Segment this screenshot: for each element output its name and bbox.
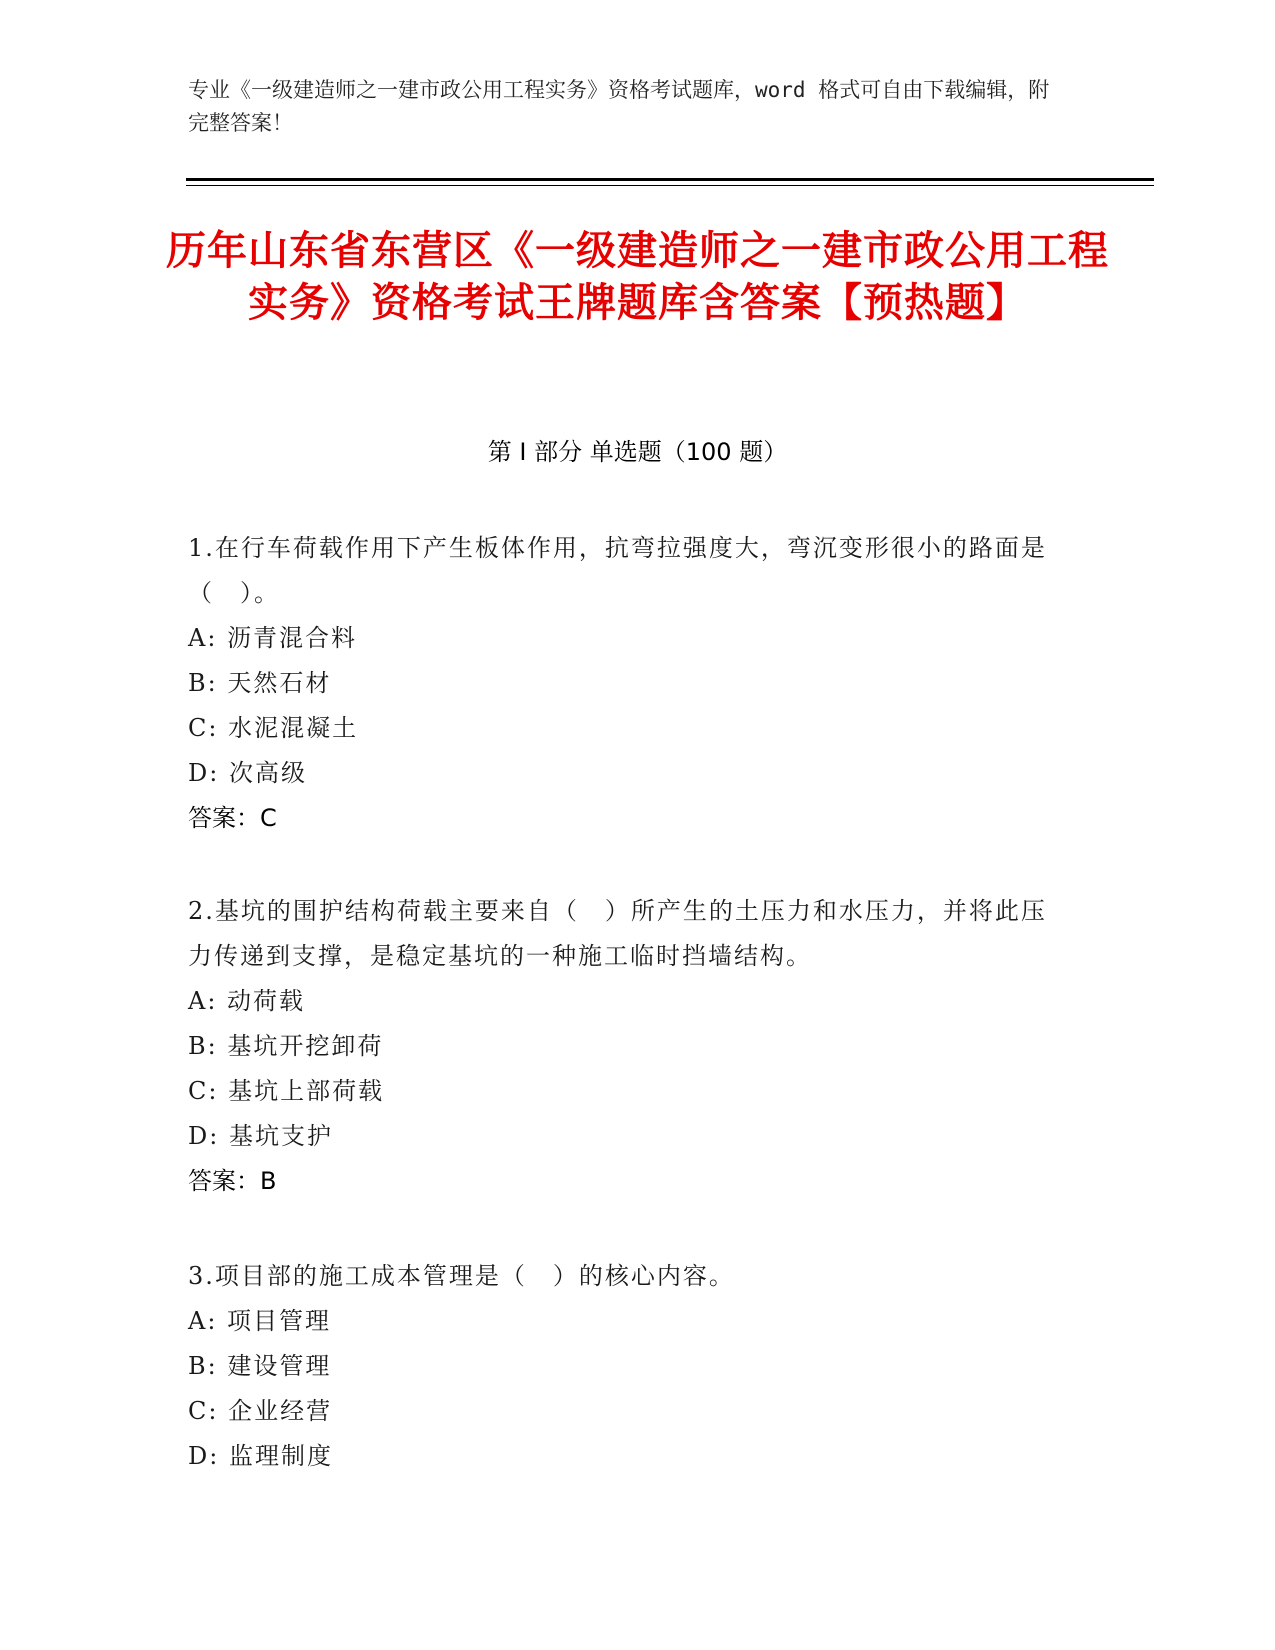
option-a: A: 项目管理 (188, 1307, 332, 1335)
question-2 (188, 889, 1068, 1204)
section-heading: 第 I 部分 单选题（100 题） (487, 438, 788, 466)
option-d: D: 基坑支护 (188, 1122, 333, 1150)
option-a: A: 沥青混合料 (188, 624, 358, 652)
option-d: D: 次高级 (188, 759, 307, 787)
option-b: B: 建设管理 (188, 1352, 332, 1380)
question-1 (188, 526, 1068, 841)
answer: 答案：B (188, 1167, 277, 1195)
document-title: 历年山东省东营区《一级建造师之一建市政公用工程实务》资格考试王牌题库含答案【预热题】 (166, 228, 1109, 326)
option-c: C: 水泥混凝土 (188, 714, 359, 742)
option-c: C: 企业经营 (188, 1397, 333, 1425)
option-b: B: 基坑开挖卸荷 (188, 1032, 384, 1060)
question-stem: 1.在行车荷载作用下产生板体作用，抗弯拉强度大，弯沉变形很小的路面是（ ）。 (188, 534, 1047, 607)
option-a: A: 动荷载 (188, 987, 306, 1015)
question-stem: 3.项目部的施工成本管理是（ ）的核心内容。 (188, 1262, 735, 1290)
answer: 答案：C (188, 804, 277, 832)
header-rule-thin (186, 185, 1154, 186)
question-stem: 2.基坑的围护结构荷载主要来自（ ）所产生的土压力和水压力，并将此压力传递到支撑，是稳定基坑的一种施工临时挡墙结构。 (188, 897, 1047, 970)
header-rule-thick (186, 178, 1154, 181)
option-b: B: 天然石材 (188, 669, 332, 697)
option-c: C: 基坑上部荷载 (188, 1077, 385, 1105)
question-3 (188, 1254, 1068, 1479)
header-note: 专业《一级建造师之一建市政公用工程实务》资格考试题库，word 格式可自由下载编辑，附完整答案！ (188, 78, 1050, 135)
option-d: D: 监理制度 (188, 1442, 333, 1470)
